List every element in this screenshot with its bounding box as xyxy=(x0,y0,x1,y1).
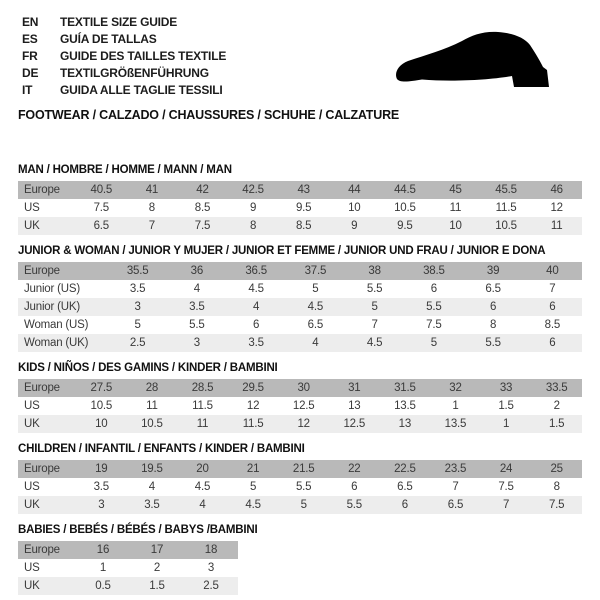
language-label: GUÍA DE TALLAS xyxy=(60,32,157,46)
size-cell: 31 xyxy=(329,379,380,397)
size-section-children xyxy=(18,443,582,514)
size-cell: 1.5 xyxy=(130,577,184,595)
size-cell: 42 xyxy=(177,181,228,199)
size-cell: 36.5 xyxy=(227,262,286,280)
size-cell: 5 xyxy=(134,319,141,331)
table-row-kids-uk xyxy=(18,415,582,433)
section-title-man: MAN / HOMBRE / HOMME / MANN / MAN xyxy=(18,164,232,176)
size-cell: 2.5 xyxy=(108,334,167,352)
row-label: Junior (UK) xyxy=(18,298,108,316)
size-cell: 4.5 xyxy=(248,283,264,295)
size-cell: 4.5 xyxy=(228,496,279,514)
row-label: Woman (US) xyxy=(24,319,89,331)
size-cell: 40.5 xyxy=(76,181,127,199)
size-cell: 17 xyxy=(130,541,184,559)
size-cell: 4.5 xyxy=(194,481,211,493)
size-cell: 8 xyxy=(228,217,279,235)
size-cell: 9.5 xyxy=(380,217,431,235)
size-tables xyxy=(18,164,582,595)
table-row-junior-woman-junior-uk xyxy=(18,298,582,316)
size-cell: 4 xyxy=(193,283,200,295)
size-section-man xyxy=(18,164,582,235)
size-cell: 5.5 xyxy=(329,496,380,514)
size-cell: 25 xyxy=(531,460,582,478)
dress-shoe-silhouette xyxy=(396,32,549,87)
size-cell: 5.5 xyxy=(295,481,312,493)
size-cell: 9 xyxy=(249,202,257,214)
size-cell: 0.5 xyxy=(76,577,130,595)
size-cell: 3.5 xyxy=(167,298,226,316)
size-cell: 10.5 xyxy=(127,415,178,433)
size-cell: 6 xyxy=(430,283,437,295)
size-cell: 11 xyxy=(146,400,158,412)
size-cell: 31.5 xyxy=(380,379,431,397)
size-cell: 11.5 xyxy=(495,202,517,214)
size-table-junior-woman xyxy=(18,262,582,352)
size-cell: 33.5 xyxy=(531,379,582,397)
size-cell: 10.5 xyxy=(394,202,416,214)
size-cell: 10 xyxy=(430,217,481,235)
size-cell: 9 xyxy=(329,217,380,235)
size-cell: 5 xyxy=(249,481,257,493)
size-cell: 10.5 xyxy=(90,400,113,412)
size-cell: 8 xyxy=(148,202,155,214)
size-cell: 12 xyxy=(550,202,563,214)
table-row-junior-woman-woman-us xyxy=(18,316,582,334)
table-row-man-us xyxy=(18,199,582,217)
language-code: ES xyxy=(22,32,38,46)
size-cell: 18 xyxy=(184,541,238,559)
section-title-children: CHILDREN / INFANTIL / ENFANTS / KINDER / BAMBINI xyxy=(18,443,305,455)
size-cell: 7.5 xyxy=(93,202,109,214)
row-label: Europe xyxy=(18,181,76,199)
size-cell: 19.5 xyxy=(127,460,178,478)
size-cell: 4 xyxy=(177,496,228,514)
size-cell: 7 xyxy=(549,283,556,295)
size-cell: 10.5 xyxy=(481,217,532,235)
size-cell: 43 xyxy=(278,181,329,199)
size-cell: 7 xyxy=(127,217,178,235)
size-cell: 3 xyxy=(207,562,215,574)
row-label: US xyxy=(24,562,40,574)
size-cell: 3.5 xyxy=(93,481,109,493)
size-cell: 6.5 xyxy=(485,283,501,295)
section-title-babies: BABIES / BEBÉS / BÉBÉS / BABYS /BAMBINI xyxy=(18,524,258,536)
size-cell: 8 xyxy=(490,319,497,331)
size-cell: 2 xyxy=(553,400,560,412)
size-cell: 5.5 xyxy=(189,319,205,331)
row-label: Europe xyxy=(18,460,76,478)
table-row-man-uk xyxy=(18,217,582,235)
size-cell: 6 xyxy=(523,334,582,352)
size-cell: 22 xyxy=(329,460,380,478)
size-cell: 3.5 xyxy=(227,334,286,352)
size-cell: 6.5 xyxy=(76,217,127,235)
size-cell: 4 xyxy=(227,298,286,316)
size-cell: 35.5 xyxy=(108,262,167,280)
size-cell: 20 xyxy=(177,460,228,478)
size-cell: 6.5 xyxy=(397,481,413,493)
row-label: US xyxy=(24,202,40,214)
size-cell: 38.5 xyxy=(404,262,463,280)
size-cell: 45 xyxy=(430,181,481,199)
language-label: GUIDE DES TAILLES TEXTILE xyxy=(60,49,227,63)
size-cell: 12 xyxy=(246,400,260,412)
size-cell: 21.5 xyxy=(278,460,329,478)
size-cell: 7.5 xyxy=(498,481,514,493)
table-row-babies-us xyxy=(18,559,238,577)
table-row-junior-woman-europe xyxy=(18,262,582,280)
language-label: TEXTILGRÖßENFÜHRUNG xyxy=(60,66,209,80)
size-cell: 37.5 xyxy=(286,262,345,280)
size-cell: 32 xyxy=(430,379,481,397)
size-cell: 23.5 xyxy=(430,460,481,478)
size-section-kids xyxy=(18,362,582,433)
size-cell: 1.5 xyxy=(531,415,582,433)
size-section-babies xyxy=(18,524,582,595)
size-cell: 16 xyxy=(76,541,130,559)
language-code: EN xyxy=(22,15,39,29)
size-table-kids xyxy=(18,379,582,433)
size-cell: 21 xyxy=(228,460,279,478)
row-label: Europe xyxy=(18,541,76,559)
size-cell: 13.5 xyxy=(430,415,481,433)
table-row-babies-uk xyxy=(18,577,238,595)
size-cell: 6 xyxy=(523,298,582,316)
row-label: US xyxy=(24,400,40,412)
size-cell: 11.5 xyxy=(228,415,279,433)
size-cell: 6.5 xyxy=(430,496,481,514)
size-cell: 22.5 xyxy=(380,460,431,478)
size-cell: 6.5 xyxy=(307,319,324,331)
size-cell: 3 xyxy=(167,334,226,352)
size-cell: 3.5 xyxy=(127,496,178,514)
size-cell: 44 xyxy=(329,181,380,199)
size-cell: 28.5 xyxy=(177,379,228,397)
size-section-junior-woman xyxy=(18,245,582,352)
size-cell: 3 xyxy=(108,298,167,316)
section-title-junior-woman: JUNIOR & WOMAN / JUNIOR Y MUJER / JUNIOR ET FEMME / JUNIOR UND FRAU / JUNIOR E DONA xyxy=(18,245,546,257)
size-cell: 4.5 xyxy=(286,298,345,316)
size-cell: 1 xyxy=(452,400,459,412)
size-cell: 10 xyxy=(348,202,361,214)
size-cell: 6 xyxy=(351,481,358,493)
size-cell: 5.5 xyxy=(366,283,383,295)
size-cell: 13 xyxy=(348,400,361,412)
size-cell: 28 xyxy=(127,379,178,397)
size-cell: 40 xyxy=(523,262,582,280)
size-cell: 24 xyxy=(481,460,532,478)
size-cell: 7 xyxy=(371,319,378,331)
language-code: IT xyxy=(22,83,33,97)
size-cell: 7.5 xyxy=(177,217,228,235)
table-row-man-europe xyxy=(18,181,582,199)
table-row-children-europe xyxy=(18,460,582,478)
size-table-children xyxy=(18,460,582,514)
row-label: UK xyxy=(18,496,76,514)
size-cell: 8.5 xyxy=(544,319,561,331)
size-cell: 5 xyxy=(278,496,329,514)
size-cell: 5 xyxy=(404,334,463,352)
row-label: UK xyxy=(18,217,76,235)
size-cell: 1 xyxy=(481,415,532,433)
size-cell: 13.5 xyxy=(394,400,416,412)
table-row-kids-europe xyxy=(18,379,582,397)
size-cell: 44.5 xyxy=(380,181,431,199)
row-label: Junior (US) xyxy=(24,283,80,295)
size-cell: 19 xyxy=(76,460,127,478)
language-code: DE xyxy=(22,66,39,80)
size-table-babies xyxy=(18,541,238,595)
size-cell: 11 xyxy=(177,415,228,433)
size-cell: 7.5 xyxy=(531,496,582,514)
size-cell: 12.5 xyxy=(329,415,380,433)
table-row-babies-europe xyxy=(18,541,238,559)
table-row-children-us xyxy=(18,478,582,496)
row-label: Europe xyxy=(18,262,108,280)
size-cell: 2.5 xyxy=(184,577,238,595)
language-label: TEXTILE SIZE GUIDE xyxy=(60,15,178,29)
size-cell: 5.5 xyxy=(464,334,523,352)
row-label: US xyxy=(24,481,40,493)
category-title: FOOTWEAR / CALZADO / CHAUSSURES / SCHUHE / CALZATURE xyxy=(18,108,400,122)
language-code: FR xyxy=(22,49,38,63)
row-label: Woman (UK) xyxy=(18,334,108,352)
size-cell: 2 xyxy=(153,562,161,574)
language-label: GUIDA ALLE TAGLIE TESSILI xyxy=(60,83,223,97)
size-cell: 3 xyxy=(76,496,127,514)
size-cell: 4 xyxy=(286,334,345,352)
size-cell: 8.5 xyxy=(278,217,329,235)
size-cell: 5 xyxy=(312,283,319,295)
row-label: UK xyxy=(18,577,76,595)
size-cell: 4.5 xyxy=(345,334,404,352)
size-cell: 41 xyxy=(127,181,178,199)
table-row-junior-woman-junior-us xyxy=(18,280,582,298)
table-row-children-uk xyxy=(18,496,582,514)
dress-shoe-icon xyxy=(392,28,572,100)
size-cell: 8.5 xyxy=(194,202,211,214)
size-cell: 30 xyxy=(278,379,329,397)
size-cell: 6 xyxy=(253,319,260,331)
row-label: UK xyxy=(18,415,76,433)
size-cell: 38 xyxy=(345,262,404,280)
size-cell: 9.5 xyxy=(295,202,312,214)
size-cell: 4 xyxy=(148,481,155,493)
row-label: Europe xyxy=(18,379,76,397)
table-row-junior-woman-woman-uk xyxy=(18,334,582,352)
size-cell: 11 xyxy=(531,217,582,235)
size-cell: 3.5 xyxy=(129,283,146,295)
table-row-kids-us xyxy=(18,397,582,415)
size-cell: 5.5 xyxy=(404,298,463,316)
size-cell: 36 xyxy=(167,262,226,280)
size-table-man xyxy=(18,181,582,235)
size-cell: 42.5 xyxy=(228,181,279,199)
size-cell: 7 xyxy=(481,496,532,514)
size-cell: 12 xyxy=(278,415,329,433)
size-cell: 6 xyxy=(380,496,431,514)
size-cell: 13 xyxy=(380,415,431,433)
size-cell: 11.5 xyxy=(192,400,213,412)
size-cell: 12.5 xyxy=(292,400,315,412)
size-cell: 7 xyxy=(452,481,459,493)
size-cell: 10 xyxy=(76,415,127,433)
size-cell: 7.5 xyxy=(426,319,442,331)
size-cell: 6 xyxy=(464,298,523,316)
size-cell: 5 xyxy=(345,298,404,316)
size-cell: 1.5 xyxy=(498,400,514,412)
size-cell: 33 xyxy=(481,379,532,397)
size-cell: 11 xyxy=(449,202,462,214)
section-title-kids: KIDS / NIÑOS / DES GAMINS / KINDER / BAMBINI xyxy=(18,362,278,374)
size-cell: 46 xyxy=(531,181,582,199)
size-cell: 8 xyxy=(553,481,560,493)
size-cell: 1 xyxy=(99,562,107,574)
size-cell: 27.5 xyxy=(76,379,127,397)
size-cell: 39 xyxy=(464,262,523,280)
size-cell: 29.5 xyxy=(228,379,279,397)
size-cell: 45.5 xyxy=(481,181,532,199)
